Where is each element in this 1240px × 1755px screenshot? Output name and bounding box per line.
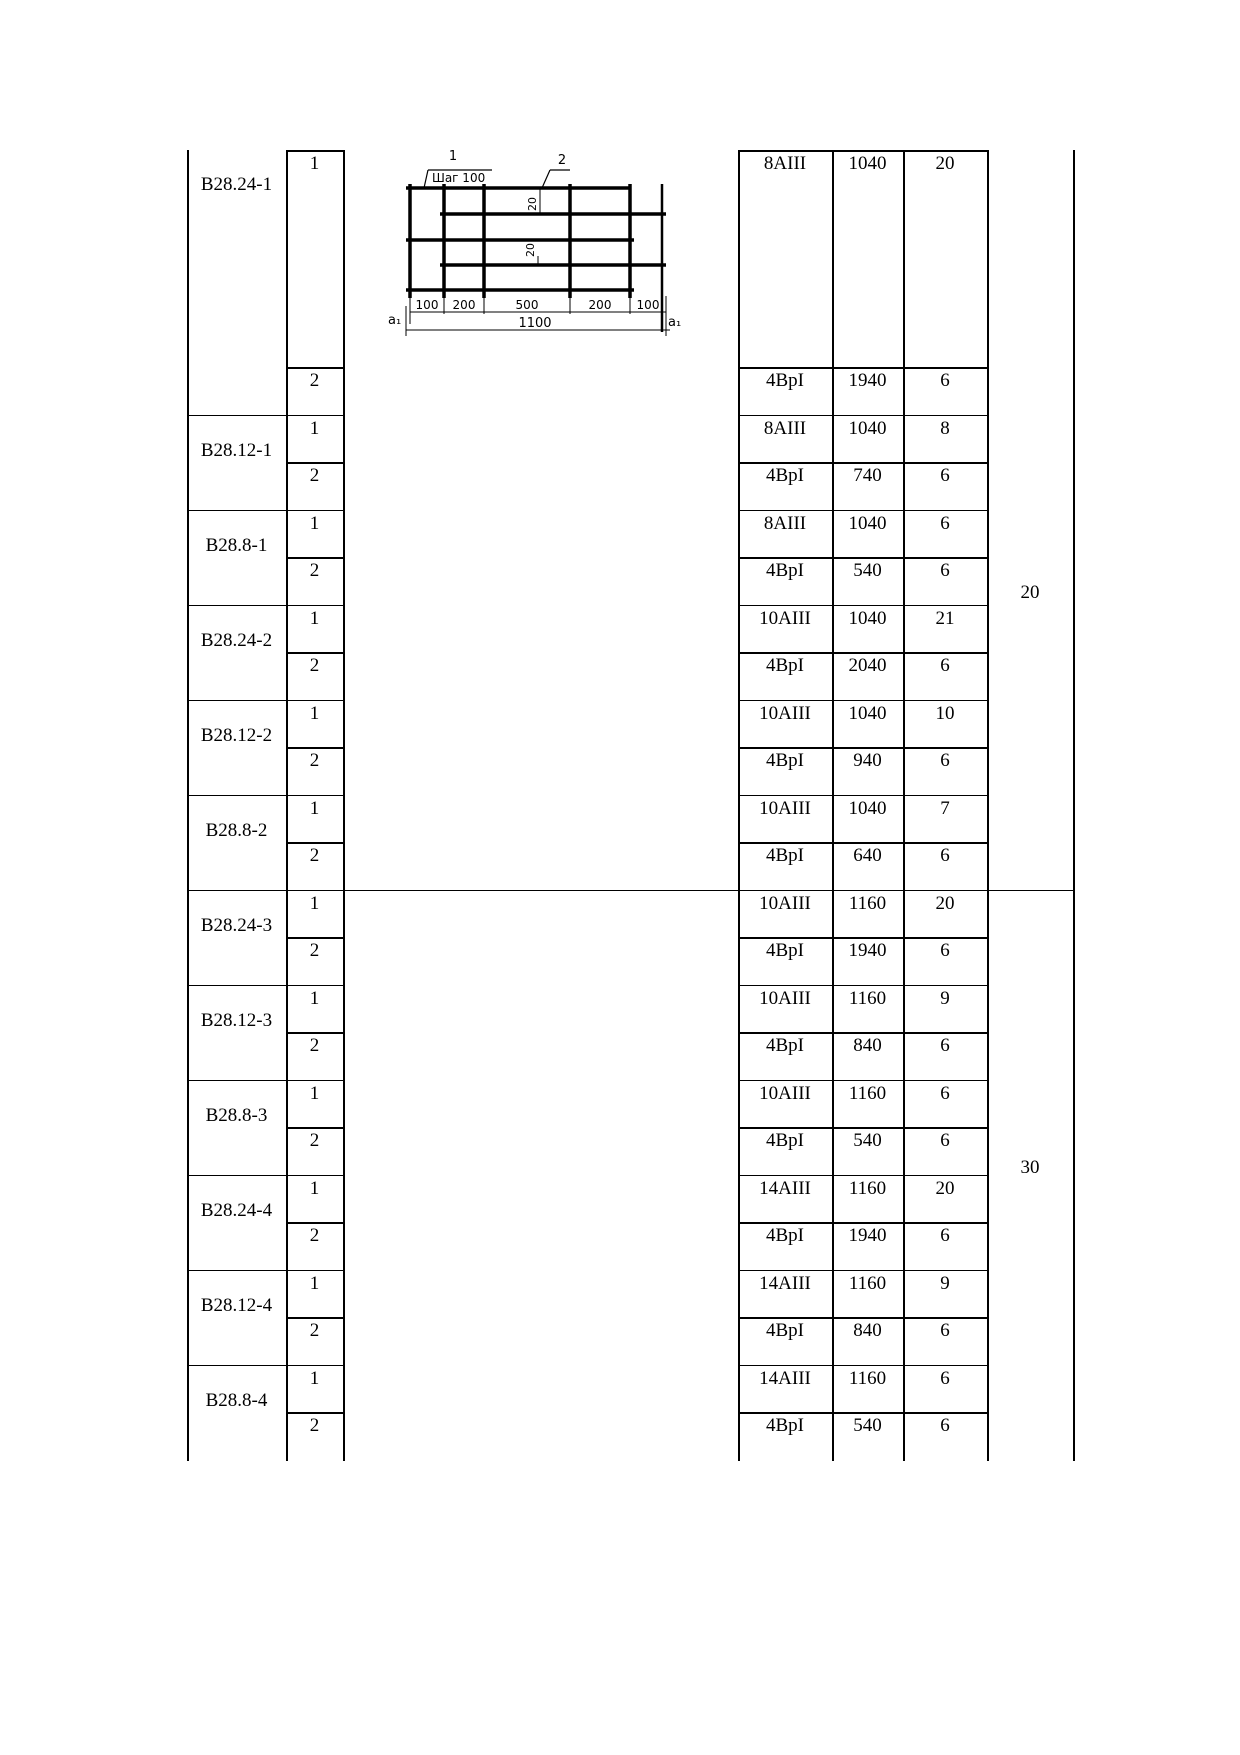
- cell-rebar: 8AIII: [763, 153, 807, 174]
- cell-count: 10: [935, 702, 955, 724]
- row-rule: [738, 1127, 989, 1129]
- cell-rebar: 4ВрI: [766, 1035, 804, 1056]
- cell-count: 20: [935, 1177, 955, 1199]
- cell-rebar: 10AIII: [759, 892, 811, 914]
- cell-count: 6: [940, 370, 950, 391]
- dim-20-bottom: 20: [524, 243, 537, 257]
- cell-position: 1: [309, 153, 320, 174]
- group-brand: В28.8-1: [205, 534, 268, 556]
- cell-length: 1040: [848, 153, 887, 174]
- cell-position: 1: [309, 512, 320, 534]
- mesh-drawing: [380, 146, 700, 346]
- row-rule: [738, 795, 989, 797]
- cell-position: 1: [309, 1272, 320, 1294]
- cell-rebar: 10AIII: [759, 797, 811, 819]
- cell-count: 9: [940, 987, 950, 1009]
- row-rule: [286, 462, 345, 464]
- cell-length: 540: [853, 1415, 882, 1436]
- cell-count: 6: [940, 560, 950, 581]
- row-rule: [738, 1032, 989, 1034]
- cell-rebar: 4ВрI: [766, 1130, 804, 1151]
- cell-length: 1160: [848, 1082, 887, 1104]
- dim-20-top: 20: [526, 197, 539, 211]
- group-rule: [187, 890, 286, 892]
- row-rule: [738, 1270, 989, 1272]
- cell-rebar: 4ВрI: [766, 845, 804, 866]
- cell-position: 2: [309, 1035, 320, 1056]
- column-rule: [738, 150, 740, 1461]
- cell-position: 1: [309, 607, 320, 629]
- cell-rebar: 4ВрI: [766, 750, 804, 771]
- row-rule: [286, 605, 345, 607]
- row-rule: [738, 890, 989, 892]
- cell-rebar: 10AIII: [759, 1082, 811, 1104]
- marker-left: a₁: [388, 313, 402, 328]
- cell-position: 1: [309, 987, 320, 1009]
- cell-length: 1160: [848, 1177, 887, 1199]
- cell-rebar: 8AIII: [763, 417, 807, 439]
- cell-rebar: 14AIII: [759, 1272, 811, 1294]
- row-rule: [286, 937, 345, 939]
- group-brand: В28.24-4: [200, 1199, 273, 1221]
- cell-count: 6: [940, 1415, 950, 1436]
- cell-length: 1940: [848, 940, 887, 961]
- cell-length: 540: [853, 1130, 882, 1151]
- row-rule: [286, 557, 345, 559]
- row-rule: [286, 1412, 345, 1414]
- cell-length: 740: [853, 465, 882, 486]
- dim-500: 500: [515, 298, 539, 312]
- group-brand: В28.24-3: [200, 914, 273, 936]
- group-brand: В28.12-1: [200, 439, 273, 461]
- cell-position: 2: [309, 1225, 320, 1246]
- cell-count: 6: [940, 512, 950, 534]
- dim-100-left: 100: [415, 298, 439, 312]
- row-rule: [738, 605, 989, 607]
- row-rule: [286, 842, 345, 844]
- cell-length: 1040: [848, 512, 887, 534]
- cell-count: 6: [940, 940, 950, 961]
- group-brand: В28.12-3: [200, 1009, 273, 1031]
- column-rule: [903, 150, 905, 1461]
- cell-position: 2: [309, 370, 320, 391]
- group-brand: В28.12-2: [200, 724, 273, 746]
- column-rule: [1073, 150, 1075, 1461]
- row-rule: [286, 700, 345, 702]
- cell-length: 1940: [848, 1225, 887, 1246]
- cell-position: 2: [309, 1415, 320, 1436]
- cell-count: 6: [940, 1367, 950, 1389]
- row-rule: [738, 700, 989, 702]
- cell-rebar: 4ВрI: [766, 465, 804, 486]
- row-rule: [286, 1270, 345, 1272]
- step-label: Шаг 100: [432, 171, 486, 185]
- cell-count: 6: [940, 465, 950, 486]
- row-rule: [738, 367, 989, 369]
- row-rule: [738, 1222, 989, 1224]
- row-rule: [286, 652, 345, 654]
- row-rule: [286, 795, 345, 797]
- cell-length: 1160: [848, 1272, 887, 1294]
- cell-length: 2040: [848, 655, 887, 676]
- dim-200-left: 200: [452, 298, 476, 312]
- cell-position: 1: [309, 1177, 320, 1199]
- cell-rebar: 4ВрI: [766, 560, 804, 581]
- group-brand: В28.12-4: [200, 1294, 273, 1316]
- row-rule: [738, 462, 989, 464]
- row-rule: [286, 1032, 345, 1034]
- cell-length: 1040: [848, 797, 887, 819]
- cell-group-value: 30: [1020, 1157, 1040, 1178]
- cell-count: 20: [935, 892, 955, 914]
- group-brand: В28.8-2: [205, 819, 268, 841]
- row-rule: [286, 985, 345, 987]
- row-rule: [286, 747, 345, 749]
- group-rule: [187, 700, 286, 702]
- cell-position: 2: [309, 655, 320, 676]
- row-rule: [286, 510, 345, 512]
- cell-position: 2: [309, 1130, 320, 1151]
- row-rule: [286, 150, 345, 152]
- cell-count: 6: [940, 1130, 950, 1151]
- row-rule: [738, 510, 989, 512]
- cell-count: 9: [940, 1272, 950, 1294]
- group-brand: В28.8-4: [205, 1389, 268, 1411]
- row-rule: [738, 937, 989, 939]
- group-brand: В28.24-2: [200, 629, 273, 651]
- column-rule: [187, 150, 189, 1461]
- cell-count: 6: [940, 1035, 950, 1056]
- cell-position: 2: [309, 560, 320, 581]
- cell-rebar: 10AIII: [759, 702, 811, 724]
- row-rule: [286, 1317, 345, 1319]
- cell-position: 1: [309, 417, 320, 439]
- cell-rebar: 8AIII: [763, 512, 807, 534]
- row-rule: [738, 652, 989, 654]
- cell-group-value: 20: [1020, 582, 1040, 603]
- cell-length: 840: [853, 1035, 882, 1056]
- group-rule: [187, 510, 286, 512]
- column-rule: [286, 150, 288, 1461]
- dim-total: 1100: [518, 316, 552, 331]
- row-rule: [738, 1412, 989, 1414]
- cell-length: 1940: [848, 370, 887, 391]
- row-rule: [286, 1175, 345, 1177]
- row-rule: [286, 367, 345, 369]
- cell-length: 1040: [848, 417, 887, 439]
- row-rule: [738, 1080, 989, 1082]
- dim-100-right: 100: [636, 298, 660, 312]
- cell-rebar: 4ВрI: [766, 940, 804, 961]
- row-rule: [738, 1317, 989, 1319]
- group-rule: [187, 795, 286, 797]
- marker-right: a₁: [668, 315, 682, 330]
- column-rule: [343, 150, 345, 1461]
- cell-position: 2: [309, 465, 320, 486]
- row-rule: [738, 747, 989, 749]
- cell-position: 1: [309, 892, 320, 914]
- group-rule: [187, 1080, 286, 1082]
- cell-length: 640: [853, 845, 882, 866]
- cell-length: 1040: [848, 607, 887, 629]
- cell-rebar: 4ВрI: [766, 655, 804, 676]
- group-brand: В28.24-1: [200, 174, 273, 195]
- cell-position: 2: [309, 750, 320, 771]
- cell-count: 6: [940, 845, 950, 866]
- cell-rebar: 4ВрI: [766, 1320, 804, 1341]
- row-rule: [286, 1080, 345, 1082]
- column-rule: [832, 150, 834, 1461]
- cell-length: 1160: [848, 892, 887, 914]
- row-rule: [738, 557, 989, 559]
- cell-count: 21: [935, 607, 955, 629]
- group-rule: [187, 1270, 286, 1272]
- cell-count: 20: [935, 153, 955, 174]
- cell-position: 2: [309, 1320, 320, 1341]
- cell-rebar: 14AIII: [759, 1177, 811, 1199]
- row-rule: [286, 890, 345, 892]
- cell-length: 1160: [848, 1367, 887, 1389]
- column-rule: [987, 150, 989, 1461]
- row-rule: [738, 1175, 989, 1177]
- row-rule: [738, 842, 989, 844]
- row-rule: [738, 985, 989, 987]
- callout-2-label: 2: [557, 153, 567, 168]
- cell-length: 1160: [848, 987, 887, 1009]
- section-rule: [987, 890, 1075, 892]
- cell-count: 6: [940, 1082, 950, 1104]
- group-rule: [187, 985, 286, 987]
- group-rule: [187, 1365, 286, 1367]
- row-rule: [286, 1222, 345, 1224]
- row-rule: [738, 415, 989, 417]
- group-brand: В28.8-3: [205, 1104, 268, 1126]
- callout-1-label: 1: [448, 149, 458, 164]
- cell-length: 840: [853, 1320, 882, 1341]
- row-rule: [286, 415, 345, 417]
- callout-2: [542, 170, 570, 188]
- group-rule: [187, 415, 286, 417]
- cell-position: 1: [309, 1082, 320, 1104]
- cell-length: 940: [853, 750, 882, 771]
- dim-200-right: 200: [588, 298, 612, 312]
- section-rule: [343, 890, 738, 892]
- group-rule: [187, 1175, 286, 1177]
- cell-rebar: 4ВрI: [766, 1415, 804, 1436]
- cell-count: 6: [940, 655, 950, 676]
- cell-position: 2: [309, 845, 320, 866]
- row-rule: [738, 1365, 989, 1367]
- cell-position: 1: [309, 1367, 320, 1389]
- cell-count: 6: [940, 1225, 950, 1246]
- group-rule: [187, 605, 286, 607]
- row-rule: [738, 150, 989, 152]
- cell-position: 1: [309, 797, 320, 819]
- cell-rebar: 4ВрI: [766, 1225, 804, 1246]
- cell-length: 540: [853, 560, 882, 581]
- cell-count: 6: [940, 1320, 950, 1341]
- cell-length: 1040: [848, 702, 887, 724]
- cell-count: 8: [940, 417, 950, 439]
- cell-rebar: 10AIII: [759, 987, 811, 1009]
- cell-count: 6: [940, 750, 950, 771]
- cell-rebar: 4ВрI: [766, 370, 804, 391]
- row-rule: [286, 1365, 345, 1367]
- cell-position: 1: [309, 702, 320, 724]
- cell-rebar: 14AIII: [759, 1367, 811, 1389]
- cell-count: 7: [940, 797, 950, 819]
- cell-rebar: 10AIII: [759, 607, 811, 629]
- cell-position: 2: [309, 940, 320, 961]
- row-rule: [286, 1127, 345, 1129]
